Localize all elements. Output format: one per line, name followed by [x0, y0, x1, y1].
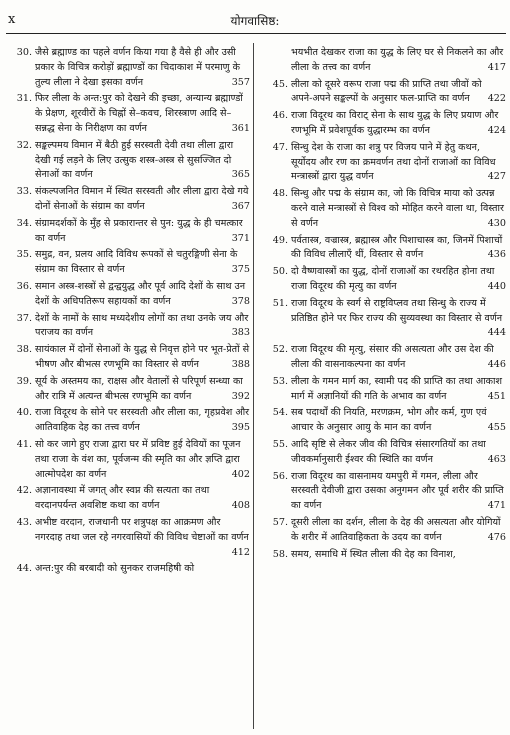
- page-header: [0, 0, 510, 34]
- toc-entry: [6, 139, 252, 183]
- entry-text: [35, 217, 250, 247]
- toc-entry: [6, 217, 252, 247]
- entry-text: [35, 484, 250, 514]
- toc-entry: [6, 46, 252, 90]
- entry-page-number: 444: [487, 327, 506, 339]
- entry-page-number: 383: [231, 327, 250, 339]
- toc-entry: [262, 141, 508, 185]
- entry-page-number: 361: [231, 122, 250, 134]
- toc-entry: [262, 187, 508, 231]
- entry-title: फिर लीला के अन्त:पुर को देखने की इच्छा, अन्यान्य ब्रह्माण्डों के प्रेक्षण, शूरवीरों के चिह्नों से–कवच, शिरस्त्राण आदि से–सन्नद्ध सेना के निरीक्षण का वर्णन: [35, 93, 243, 134]
- toc-entry: [6, 280, 252, 310]
- entry-number: 40.: [16, 407, 32, 419]
- entry-number: 47.: [272, 141, 288, 153]
- entry-page-number: 412: [231, 546, 250, 558]
- entry-title: आदि सृष्टि से लेकर जीव की विचित्र संसारगतियों का तथा जीवकर्मानुसारी ईश्वर की स्थिति का वर्णन: [291, 438, 486, 465]
- entry-page-number: 424: [487, 124, 506, 136]
- entry-text: [35, 438, 250, 482]
- entry-text: [35, 139, 250, 183]
- entry-page-number: 371: [231, 232, 250, 244]
- entry-page-number: 402: [231, 468, 250, 480]
- toc-entry: [262, 109, 508, 139]
- entry-number: 44.: [16, 563, 32, 575]
- running-title: योगवासिष्ठ:: [230, 14, 280, 28]
- entry-title: राजा विदूरथ की मृत्यु, संसार की असत्यता और उस देश की लीला की वासनाकल्पना का वर्णन: [291, 344, 494, 370]
- entry-text: [291, 438, 506, 468]
- entry-text: [35, 280, 250, 310]
- toc-entry: [6, 312, 252, 342]
- toc-entry: [262, 234, 508, 264]
- entry-number: 55.: [272, 438, 288, 450]
- entry-text: [291, 406, 506, 436]
- entry-text: [35, 343, 250, 373]
- entry-number: 45.: [272, 78, 288, 90]
- entry-number: 37.: [16, 312, 32, 324]
- toc-entry: [6, 562, 252, 577]
- entry-text: [291, 46, 506, 76]
- entry-page-number: 446: [487, 358, 506, 370]
- entry-page-number: 357: [231, 76, 250, 88]
- entry-text: [291, 548, 506, 563]
- entry-title: देशों के नामों के साथ मध्यदेशीय लोगों का तथा उनके जय और पराजय का वर्णन: [35, 312, 249, 339]
- entry-number: 35.: [16, 249, 32, 261]
- header-rule: [6, 33, 506, 34]
- toc-entry: [6, 185, 252, 215]
- entry-title: अन्त:पुर की बरबादी को सुनकर राजमहिषी को: [35, 563, 195, 575]
- entry-page-number: 476: [487, 531, 506, 543]
- entry-page-number: 451: [487, 390, 506, 402]
- toc-entry: [6, 406, 252, 436]
- entry-text: [291, 141, 506, 185]
- entry-text: [35, 516, 250, 558]
- entry-text: [35, 312, 250, 342]
- entry-number: 58.: [272, 548, 288, 560]
- entry-title: राजा विदूरथ के सोने पर सरस्वती और लीला का, गृहप्रवेश और आतिवाहिक देह का तत्त्व वर्णन: [35, 407, 250, 434]
- entry-page-number: 455: [487, 422, 506, 434]
- entry-page-number: 463: [487, 453, 506, 465]
- toc-entry: [262, 406, 508, 436]
- toc-entry: [6, 375, 252, 405]
- entry-number: 56.: [272, 470, 288, 482]
- entry-title: सङ्कल्पमय विमान में बैठी हुई सरस्वती देवी तथा लीला द्वारा देखी गई लड़ने के लिए उत्सुक शस्त्र-अस्त्र से सुसज्जित दो सेनाओं का वर्णन: [35, 139, 234, 181]
- entry-title: लीला के गमन मार्ग का, स्वामी पद की प्राप्ति का तथा आकाश मार्ग में अज्ञानियों की गति के अभाव का वर्णन: [291, 375, 503, 402]
- entry-page-number: 471: [487, 500, 506, 512]
- entry-page-number: 417: [487, 61, 506, 73]
- entry-number: 46.: [272, 110, 288, 122]
- entry-number: 50.: [272, 266, 288, 278]
- entry-title: लीला को दूसरे वरूप राजा पद्म की प्राप्ति तथा जीवों को अपने-अपने सङ्कल्पों के अनुसार फल-प्राप्ति का वर्णन: [291, 78, 482, 105]
- entry-title: राजा विदूरथ का विराट् सेना के साथ युद्ध के लिए प्रयाण और रणभूमि में प्रवेशपूर्वक युद्धारम्भ का वर्णन: [291, 110, 499, 136]
- entry-page-number: 427: [487, 171, 506, 183]
- toc-entry: [262, 438, 508, 468]
- entry-text: [291, 297, 506, 339]
- entry-title: अज्ञानावस्था में जगत् और स्वप्न की सत्यता का तथा वरदानपर्यन्त अवशिष्ट कथा का वर्णन: [35, 485, 210, 512]
- toc-entry: [6, 516, 252, 560]
- toc-entry: [6, 92, 252, 136]
- entry-title: समुद्र, वन, प्रलय आदि विविध रूपकों से चतुरङ्गिणी सेना के संग्राम का विस्तार से वर्णन: [35, 249, 238, 276]
- entry-text: [35, 46, 250, 90]
- entry-title: समान अस्त्र-शस्त्रों से द्वन्द्वयुद्ध और पूर्व आदि देशों के साथ उन देशों के अधिपतिरूप सहायकों का वर्णन: [35, 280, 246, 307]
- entry-page-number: 378: [231, 295, 250, 307]
- entry-number: 38.: [16, 344, 32, 356]
- toc-entry: [6, 438, 252, 482]
- entry-text: [35, 92, 250, 136]
- entry-title: सिन्धु देश के राजा का शत्रु पर विजय पाने में हेतु कथन, सूर्योदय और रण का क्रमवर्णन तथा दोनों राजाओं का विविध मन्त्रास्त्रों द्वारा युद्ध वर्णन: [291, 141, 496, 183]
- entry-text: [35, 248, 250, 278]
- entry-text: [291, 516, 506, 546]
- entry-title: सायंकाल में दोनों सेनाओं के युद्ध से निवृत्त होने पर भूत-प्रेतों से भीषण और बीभत्स रणभूमि का विस्तार से वर्णन: [35, 344, 250, 370]
- entry-text: [35, 375, 250, 405]
- entry-page-number: 422: [487, 93, 506, 105]
- entry-number: 31.: [16, 93, 32, 105]
- entry-number: 53.: [272, 375, 288, 387]
- entry-number: 48.: [272, 188, 288, 200]
- toc-entry: [262, 297, 508, 341]
- entry-page-number: 365: [231, 169, 250, 181]
- entry-title: संग्रामदर्शकों के मुँह से प्रकारान्तर से पुन: युद्ध के ही चमत्कार का वर्णन: [35, 217, 243, 244]
- toc-entry: [6, 248, 252, 278]
- entry-text: [291, 78, 506, 108]
- entry-number: 54.: [272, 407, 288, 419]
- toc-entry: [262, 78, 508, 108]
- entry-title: राजा विदूरथ के स्वर्ग से राष्ट्रविप्लव तथा सिन्धु के राज्य में प्रतिष्ठित होने पर फिर राज्य की सुव्यवस्था का विस्तार से वर्णन: [291, 297, 503, 324]
- toc-entry: [262, 46, 508, 76]
- entry-number: 36.: [16, 280, 32, 292]
- entry-page-number: 375: [231, 264, 250, 276]
- toc-entry: [262, 470, 508, 514]
- left-column: [6, 46, 252, 579]
- entry-title: सो कर जागे हुए राजा द्वारा घर में प्रविष्ट हुई देवियों का पूजन तथा राजा के वंश का, पूर्वजन्म की स्मृति का और ज्ञप्ति द्वारा आत्मोपदेश का वर्णन: [35, 438, 241, 480]
- entry-page-number: 436: [487, 249, 506, 261]
- entry-title: पर्वतास्त्र, वज्रास्त्र, ब्रह्मास्त्र और पिशाचास्त्र का, जिनमें पिशाचों की विविध लीलाएँ थीं, विस्तार से वर्णन: [291, 234, 503, 261]
- entry-number: 42.: [16, 485, 32, 497]
- entry-text: [291, 234, 506, 264]
- entry-text: [291, 470, 506, 514]
- entry-title: भयभीत देखकर राजा का युद्ध के लिए घर से निकलने का और लीला के तत्त्व का वर्णन: [291, 47, 504, 73]
- entry-page-number: 408: [231, 500, 250, 512]
- column-divider: [253, 43, 254, 729]
- entry-page-number: 440: [487, 280, 506, 292]
- entry-page-number: 430: [487, 217, 506, 229]
- entry-number: 39.: [16, 375, 32, 387]
- toc-entry: [6, 484, 252, 514]
- entry-text: [291, 187, 506, 231]
- toc-entry: [262, 265, 508, 295]
- entry-number: 33.: [16, 186, 32, 198]
- toc-entry: [262, 375, 508, 405]
- entry-title: दूसरी लीला का दर्शन, लीला के देह की असत्यता और योगियों के शरीर में आतिवाहिकता के उदय का वर्णन: [291, 516, 501, 543]
- entry-number: 30.: [16, 47, 32, 58]
- entry-number: 52.: [272, 344, 288, 356]
- entry-title: राजा विदूरथ का वासनामय यमपुरी में गमन, लीला और सरस्वती देवीजी द्वारा उसका अनुगमन और पूर्व शरीर की प्राप्ति का वर्णन: [291, 470, 504, 512]
- entry-title: दो वैष्णवास्त्रों का युद्ध, दोनों राजाओं का रथरहित होना तथा राजा विदूरथ की मृत्यु का वर्णन: [291, 266, 495, 292]
- entry-text: [35, 406, 250, 436]
- entry-number: 34.: [16, 217, 32, 229]
- entry-text: [291, 343, 506, 373]
- entry-text: [35, 185, 250, 215]
- toc-entry: [262, 343, 508, 373]
- entry-page-number: 395: [231, 422, 250, 434]
- entry-page-number: 367: [231, 200, 250, 212]
- entry-number: 41.: [16, 438, 32, 450]
- entry-number: 57.: [272, 516, 288, 528]
- toc-entry: [262, 548, 508, 563]
- entry-page-number: 388: [231, 358, 250, 370]
- entry-text: [291, 109, 506, 139]
- entry-page-number: 392: [231, 390, 250, 402]
- entry-title: समय, समाधि में स्थित लीला की देह का विनाश,: [291, 548, 456, 560]
- toc-entry: [6, 343, 252, 373]
- page-number: x: [8, 12, 16, 27]
- entry-number: 49.: [272, 234, 288, 246]
- entry-title: सिन्धु और पद्म के संग्राम का, जो कि विचित्र माया को उत्पन्न करने वाले मन्त्रास्त्रों से विश्व को मोहित करने वाला था, विस्तार से वर्णन: [291, 188, 504, 229]
- entry-number: 43.: [16, 516, 32, 528]
- toc-entry: [262, 516, 508, 546]
- entry-title: सूर्य के अस्तमय का, राक्षस और वेतालों से परिपूर्ण सन्ध्या का और रात्रि में अत्यन्त बीभत्स रणभूमि का वर्णन: [35, 375, 243, 402]
- entry-title: संकल्पजनित विमान में स्थित सरस्वती और लीला द्वारा देखे गये दोनों सेनाओं के संग्राम का वर्णन: [35, 186, 249, 212]
- right-column: [262, 46, 508, 564]
- entry-text: [291, 375, 506, 405]
- entry-number: 32.: [16, 139, 32, 151]
- entry-number: 51.: [272, 297, 288, 309]
- entry-title: सब पदार्थों की नियति, मरणक्रम, भोग और कर्म, गुण एवं आचार के अनुसार आयु के मान का वर्णन: [291, 407, 487, 434]
- entry-text: [291, 265, 506, 295]
- entry-title: जैसे ब्रह्माण्ड का पहले वर्णन किया गया है वैसे ही और उसी प्रकार के विचित्र करोड़ों ब्रह्माण्डों का चिदाकाश में परमाणु के तुल्य लीला ने देखा इसका वर्णन: [35, 47, 240, 88]
- entry-text: [35, 562, 250, 577]
- entry-title: अभीष्ट वरदान, राजधानी पर शत्रुपक्ष का आक्रमण और नगरदाह तथा जल रहे नगरवासियों की विविध चेष्टाओं का वर्णन: [35, 516, 249, 543]
